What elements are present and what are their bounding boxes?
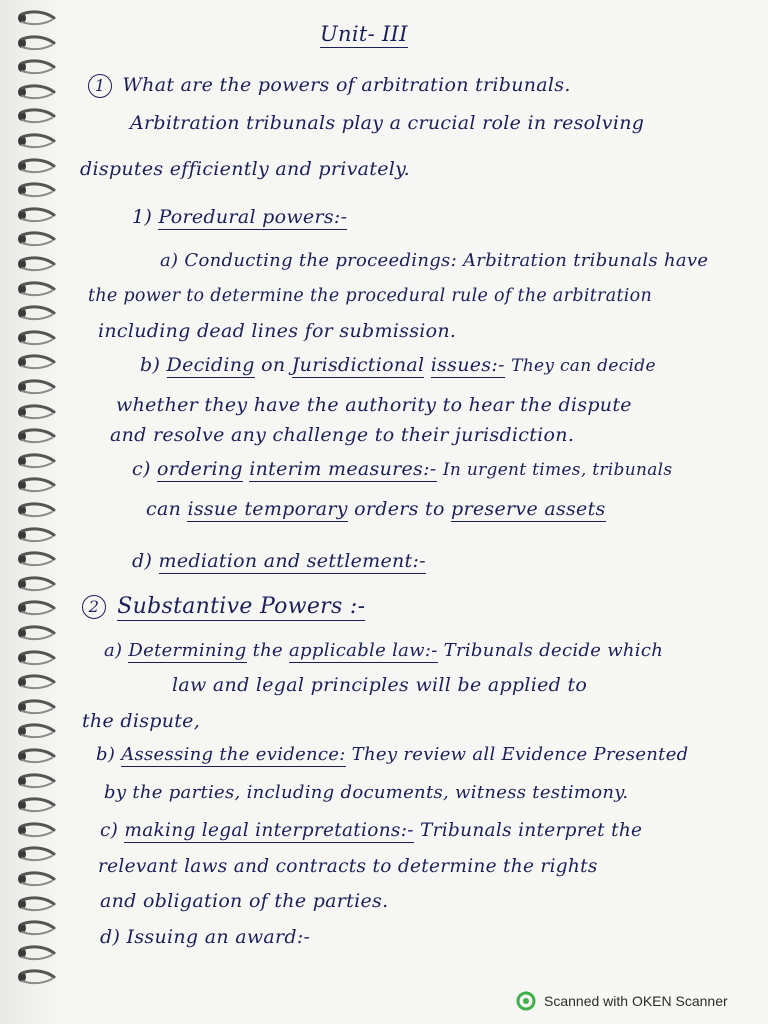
procedural-c-line-2-a: can	[146, 498, 182, 520]
substantive-c-title: making legal interpretations:-	[124, 820, 414, 841]
spiral-ring	[16, 844, 56, 864]
question-number-1: 1	[88, 74, 112, 98]
spiral-ring	[16, 574, 56, 594]
procedural-heading	[132, 206, 347, 228]
spiral-ring	[16, 648, 56, 668]
spiral-binding	[0, 0, 60, 1024]
procedural-heading-number: 1)	[132, 206, 153, 228]
spiral-ring	[16, 795, 56, 815]
procedural-a-rest: Arbitration tribunals have	[463, 250, 709, 271]
spiral-ring	[16, 721, 56, 741]
substantive-b-title: Assessing the evidence:	[121, 744, 346, 765]
substantive-d	[100, 926, 310, 948]
spiral-ring	[16, 180, 56, 200]
substantive-b-rest: They review all Evidence Presented	[351, 744, 689, 765]
procedural-b-title-3: Jurisdictional	[291, 354, 425, 376]
procedural-b-label: b)	[140, 354, 161, 376]
substantive-heading	[82, 594, 365, 619]
spiral-ring	[16, 451, 56, 471]
procedural-a-line-3: including dead lines for submission.	[98, 320, 457, 342]
procedural-c-line-2-d: preserve assets	[451, 498, 606, 520]
substantive-b	[96, 744, 689, 765]
spiral-ring	[16, 205, 56, 225]
procedural-b-line-3: and resolve any challenge to their jurisdiction.	[110, 424, 575, 446]
substantive-c	[100, 820, 642, 841]
substantive-a-rest: Tribunals decide which	[443, 640, 664, 661]
unit-title: Unit- III	[320, 22, 408, 46]
spiral-ring	[16, 303, 56, 323]
spiral-ring	[16, 525, 56, 545]
substantive-a-title-1: Determining	[128, 640, 247, 661]
procedural-c-title-2: interim measures:-	[249, 458, 437, 480]
spiral-ring	[16, 598, 56, 618]
spiral-ring	[16, 131, 56, 151]
procedural-d-title: mediation and settlement:-	[158, 550, 426, 572]
spiral-ring	[16, 33, 56, 53]
spiral-ring	[16, 229, 56, 249]
spiral-ring	[16, 57, 56, 77]
spiral-ring	[16, 820, 56, 840]
spiral-ring	[16, 377, 56, 397]
substantive-heading-text: Substantive Powers :-	[117, 594, 366, 619]
spiral-ring	[16, 771, 56, 791]
procedural-b	[140, 354, 656, 376]
spiral-ring	[16, 869, 56, 889]
substantive-a-line-3: the dispute,	[82, 710, 201, 732]
spiral-ring	[16, 8, 56, 28]
spiral-ring	[16, 106, 56, 126]
scanner-text: Scanned with OKEN Scanner	[544, 993, 728, 1009]
procedural-d	[132, 550, 426, 572]
procedural-c-line-2	[146, 498, 606, 520]
substantive-c-label: c)	[100, 820, 119, 841]
spiral-ring	[16, 279, 56, 299]
procedural-b-title-4: issues:-	[430, 354, 505, 376]
spiral-ring	[16, 352, 56, 372]
spiral-ring	[16, 500, 56, 520]
question-1	[88, 74, 571, 98]
spiral-ring	[16, 918, 56, 938]
procedural-b-title-2: on	[261, 354, 286, 376]
spiral-ring	[16, 475, 56, 495]
spiral-ring	[16, 623, 56, 643]
procedural-c-rest: In urgent times, tribunals	[442, 460, 673, 480]
spiral-ring	[16, 254, 56, 274]
spiral-ring	[16, 943, 56, 963]
spiral-ring	[16, 426, 56, 446]
spiral-ring	[16, 82, 56, 102]
intro-line-1: Arbitration tribunals play a crucial role in resolving	[130, 112, 645, 134]
procedural-c-label: c)	[132, 458, 151, 480]
oken-scanner-logo-icon	[516, 991, 536, 1011]
procedural-a	[160, 250, 708, 271]
question-1-text: What are the powers of arbitration tribunals.	[122, 74, 571, 96]
procedural-a-label: a)	[160, 250, 179, 271]
procedural-b-rest: They can decide	[511, 356, 656, 376]
substantive-a	[104, 640, 663, 661]
spiral-ring	[16, 402, 56, 422]
intro-line-2: disputes efficiently and privately.	[80, 158, 410, 180]
substantive-a-title-2: the	[252, 640, 283, 661]
substantive-b-line-2: by the parties, including documents, witness testimony.	[104, 782, 629, 803]
substantive-c-line-3: and obligation of the parties.	[100, 890, 389, 912]
procedural-heading-text: Poredural powers:-	[158, 206, 348, 228]
procedural-a-title: Conducting the proceedings:	[184, 250, 457, 271]
substantive-a-label: a)	[104, 640, 123, 661]
spiral-ring	[16, 156, 56, 176]
spiral-ring	[16, 697, 56, 717]
substantive-a-line-2: law and legal principles will be applied to	[172, 674, 588, 696]
procedural-b-title-1: Deciding	[166, 354, 255, 376]
substantive-b-label: b)	[96, 744, 116, 765]
substantive-c-rest: Tribunals interpret the	[419, 820, 643, 841]
substantive-d-label: d)	[100, 926, 121, 948]
spiral-ring	[16, 746, 56, 766]
procedural-c-title-1: ordering	[157, 458, 243, 480]
spiral-ring	[16, 549, 56, 569]
substantive-d-title: Issuing an award:-	[126, 926, 311, 948]
substantive-a-title-3: applicable law:-	[289, 640, 438, 661]
procedural-d-label: d)	[132, 550, 153, 572]
substantive-c-line-2: relevant laws and contracts to determine the rights	[98, 856, 598, 877]
spiral-ring	[16, 672, 56, 692]
spiral-ring	[16, 967, 56, 987]
spiral-ring	[16, 894, 56, 914]
procedural-b-line-2: whether they have the authority to hear the dispute	[116, 394, 632, 416]
spiral-ring	[16, 328, 56, 348]
substantive-number: 2	[82, 595, 106, 619]
procedural-a-line-2: the power to determine the procedural rule of the arbitration	[88, 286, 653, 306]
procedural-c-line-2-b: issue temporary	[187, 498, 348, 520]
procedural-c	[132, 458, 672, 480]
procedural-c-line-2-c: orders to	[354, 498, 445, 520]
scanner-watermark	[516, 990, 728, 1012]
